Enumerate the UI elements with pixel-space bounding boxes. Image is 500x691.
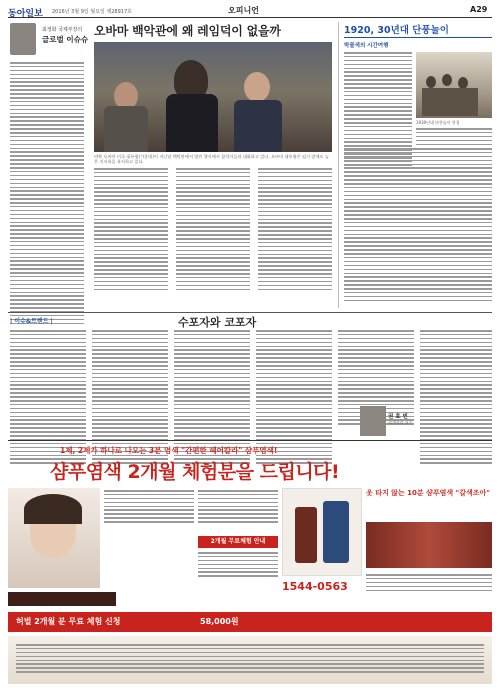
sidebar-photo-caption: 1930년대 단풍놀이 풍경 <box>416 120 460 125</box>
sidebar-subtitle: 박물색의 시간여행 <box>344 43 389 49</box>
sidebar-text-c <box>344 148 492 304</box>
sidebar-title: 1920, 30년대 단풍놀이 <box>344 25 449 36</box>
sidebar-divider <box>338 22 339 308</box>
ad-phone-label: 1544-0563 <box>282 580 348 593</box>
ad-footer-copy <box>16 644 484 675</box>
column-text-mid-c <box>258 168 332 293</box>
ad-tagline: 1제, 2제가 하나로 나오는 3분 염색 "간편한 헤어칼라" 샴푸염색! <box>60 446 278 455</box>
column-text-mid-a <box>94 168 168 293</box>
sidebar-title-rule <box>344 37 492 38</box>
newspaper-logo: 동아일보 <box>8 9 43 19</box>
ad-box-title: 2개월 무료체험 안내 <box>198 536 278 548</box>
main-headline: 오바마 백악관에 왜 레임덕이 없을까 <box>94 24 281 38</box>
header-rule <box>8 17 492 18</box>
column-text-left <box>10 62 84 327</box>
author-role: 회계학과 교수 <box>388 420 413 425</box>
lower-text-6 <box>420 330 492 466</box>
photo-caption: 버락 오바마 미국 대통령(가운데)이 지난달 백악관에서 열린 행사에서 참석자들과 대화하고 있다. 오바마 대통령은 임기 말에도 높은 지지율을 유지하고 있다. <box>94 154 329 165</box>
ad-left-caption <box>8 592 116 606</box>
ad-box-copy <box>198 552 278 579</box>
ad-bottom-text: 허벌 2개월 분 무료 체험 신청 <box>16 617 121 626</box>
columnist-portrait <box>10 23 36 55</box>
obama-photo <box>94 42 332 152</box>
column-text-mid-b <box>176 168 250 293</box>
author-name: 권 효 빈 <box>388 414 408 420</box>
ad-right-copy <box>366 574 492 593</box>
ad-price: 58,000원 <box>200 617 239 626</box>
author-portrait <box>360 406 386 436</box>
section-name: 오피니언 <box>228 6 259 15</box>
ad-rule <box>8 440 492 441</box>
ad-right-image <box>366 522 492 568</box>
page-number: A29 <box>470 5 488 14</box>
autumn-photo <box>416 52 492 118</box>
section-tag: | 이슈&트렌드 | <box>10 318 53 325</box>
ad-product-image <box>282 488 362 576</box>
ad-headline: 샴푸염색 2개월 체험분을 드립니다! <box>50 461 340 483</box>
lower-rule <box>8 312 492 313</box>
columnist-role: 최정화 국제부장의 <box>42 27 83 33</box>
ad-copy-b <box>198 490 278 525</box>
columnist-name: 글로벌 이슈슈 <box>42 35 89 44</box>
sidebar-text-b <box>416 128 492 147</box>
lower-headline: 수포자와 코포자 <box>178 316 257 329</box>
issue-date: 2016년 3월 9일 월요일 제28917호 <box>52 9 132 15</box>
ad-copy-a <box>104 490 194 525</box>
ad-right-promo: 옷 타지 않는 10분 샴푸염색 "갈색조아" <box>366 489 490 497</box>
ad-model-photo <box>8 488 100 588</box>
